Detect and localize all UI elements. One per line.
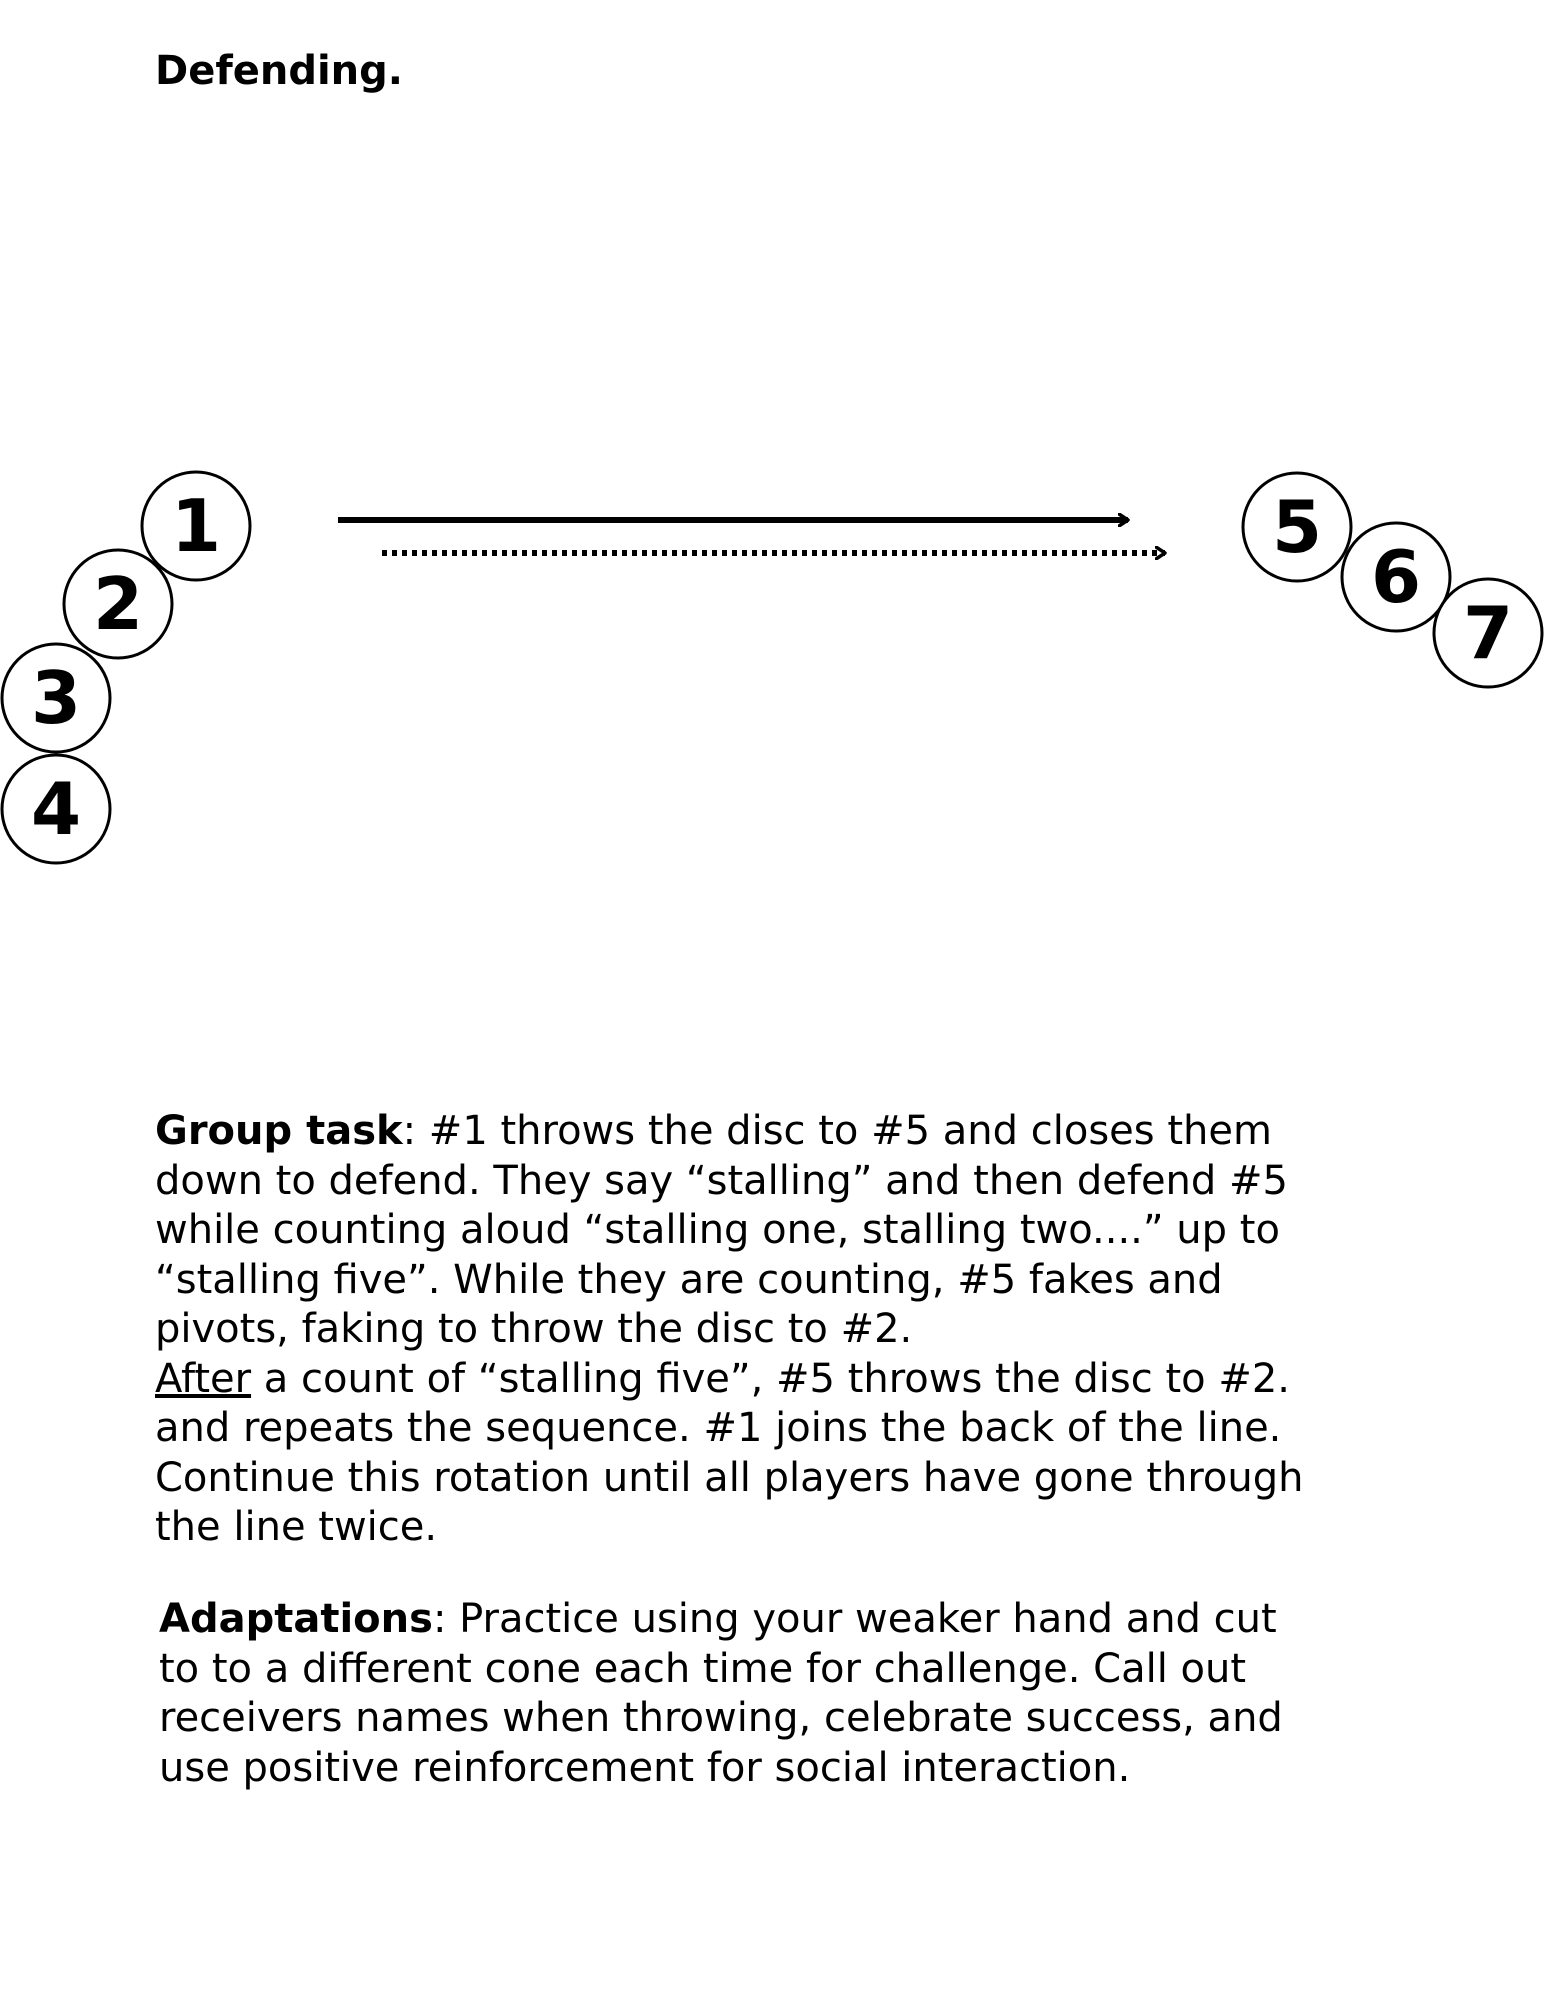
- group-task-label: Group task: [155, 1108, 403, 1154]
- group-task-line: [155, 1355, 1395, 1405]
- adaptations-text: : Practice using your weaker hand and cut: [432, 1596, 1277, 1642]
- group-task-line: and repeats the sequence. #1 joins the back of the line.: [155, 1405, 1282, 1451]
- group-task-line: while counting aloud “stalling one, stalling two....” up to: [155, 1207, 1280, 1253]
- adaptations-line: to to a different cone each time for challenge. Call out: [159, 1645, 1247, 1692]
- group-task-section: [155, 1107, 1395, 1553]
- player-7: [1434, 579, 1542, 687]
- group-task-line: [155, 1107, 1395, 1157]
- player-6: [1342, 523, 1450, 631]
- player-4: [2, 755, 110, 863]
- player-3: [2, 644, 110, 752]
- player-2-label: 2: [92, 562, 144, 646]
- page-title: Defending.: [155, 48, 403, 94]
- group-task-line: down to defend. They say “stalling” and then defend #5: [155, 1157, 1288, 1204]
- adaptations-line: receivers names when throwing, celebrate success, and: [159, 1695, 1283, 1741]
- adaptations-label: Adaptations: [159, 1596, 433, 1642]
- group-task-line: Continue this rotation until all players have gone through: [155, 1454, 1304, 1501]
- player-4-label: 4: [30, 767, 82, 851]
- after-text: a count of “stalling five”, #5 throws the disc to #2.: [251, 1355, 1291, 1402]
- adaptations-line: [159, 1595, 1399, 1645]
- drill-diagram: [0, 440, 1545, 900]
- player-3-label: 3: [30, 656, 82, 740]
- adaptations-line: use positive reinforcement for social interaction.: [159, 1744, 1131, 1791]
- player-6-label: 6: [1370, 535, 1422, 619]
- group-task-line: “stalling five”. While they are counting, #5 fakes and: [155, 1256, 1223, 1303]
- group-task-text: : #1 throws the disc to #5 and closes them: [402, 1108, 1272, 1154]
- adaptations-section: [159, 1595, 1399, 1793]
- player-5: [1243, 473, 1351, 581]
- group-task-line: pivots, faking to throw the disc to #2.: [155, 1306, 913, 1352]
- player-7-label: 7: [1462, 591, 1514, 675]
- player-5-label: 5: [1271, 485, 1323, 569]
- group-task-line: the line twice.: [155, 1504, 438, 1550]
- player-1: [142, 472, 250, 580]
- player-2: [64, 550, 172, 658]
- after-word: After: [155, 1355, 252, 1402]
- player-1-label: 1: [170, 484, 222, 568]
